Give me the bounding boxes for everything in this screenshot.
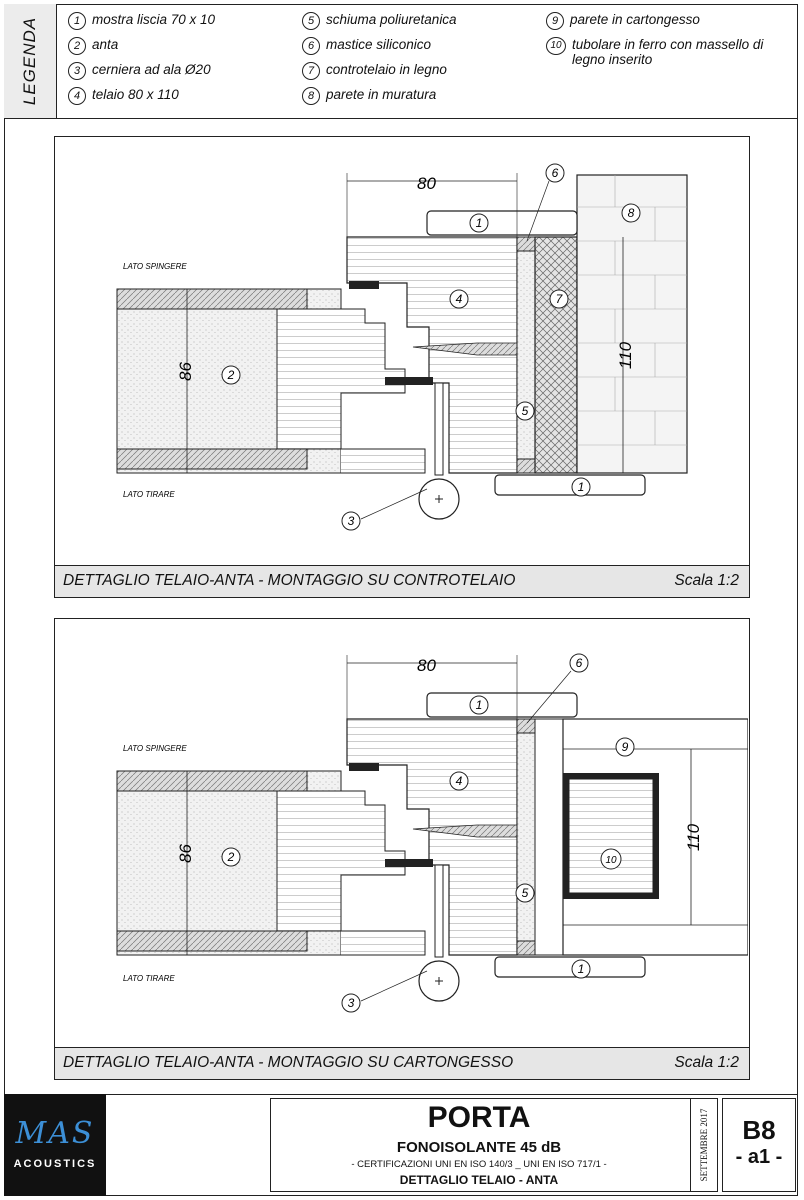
svg-text:3: 3 (347, 514, 355, 528)
svg-text:3: 3 (347, 996, 355, 1010)
dim-width-2: 80 (417, 656, 436, 675)
doc-date-box (690, 1099, 717, 1191)
svg-text:1: 1 (577, 480, 585, 494)
legend-item-9: 9 parete in cartongesso (546, 12, 700, 30)
svg-text:4: 4 (455, 774, 463, 788)
legend-item-6: 6 mastice siliconico (302, 37, 431, 55)
drawing-panel-2 (54, 618, 750, 1048)
svg-text:2: 2 (227, 368, 235, 382)
footer-divider (4, 1094, 798, 1095)
legend-item-8: 8 parete in muratura (302, 87, 436, 105)
legend-item-3: 3 cerniera ad ala Ø20 (68, 62, 211, 80)
sheet-number: - a1 - (735, 1146, 783, 1168)
legend-item-10: 10 tubolare in ferro con massello di legno inserito (546, 37, 776, 67)
logo-mark: MAS (15, 1116, 95, 1151)
scale-1: Scala 1:2 (674, 572, 739, 589)
legend-item-4: 4 telaio 80 x 110 (68, 87, 179, 105)
section-drawing-2 (55, 619, 748, 1046)
dim-door-1: 86 (176, 362, 195, 381)
svg-text:4: 4 (455, 292, 463, 306)
svg-text:6: 6 (575, 656, 583, 670)
caption-2: DETTAGLIO TELAIO-ANTA - MONTAGGIO SU CARTONGESSO (63, 1054, 514, 1071)
svg-text:10: 10 (605, 855, 617, 866)
legend-item-2: 2 anta (68, 37, 118, 55)
svg-text:9: 9 (621, 740, 629, 754)
caption-1: DETTAGLIO TELAIO-ANTA - MONTAGGIO SU CONTROTELAIO (63, 572, 516, 589)
svg-text:8: 8 (627, 206, 635, 220)
mas-acoustics-logo (4, 1094, 106, 1196)
svg-text:1: 1 (577, 962, 585, 976)
legend-item-1: 1 mostra liscia 70 x 10 (68, 12, 215, 30)
svg-text:5: 5 (521, 886, 529, 900)
counter-frame (535, 237, 577, 473)
legend-item-7: 7 controtelaio in legno (302, 62, 447, 80)
casing-bottom-2 (495, 957, 645, 977)
dim-frame-2: 110 (684, 823, 703, 851)
dim-frame-1: 110 (616, 341, 635, 369)
legend-title: LEGENDA (20, 16, 39, 106)
side-push-1: LATO SPINGERE (123, 262, 187, 271)
svg-text:6: 6 (551, 166, 559, 180)
casing-top-2 (427, 693, 577, 717)
title-block (270, 1098, 718, 1192)
side-push-2: LATO SPINGERE (123, 744, 187, 753)
doc-title: PORTA (427, 1101, 531, 1134)
doc-subtitle: FONOISOLANTE 45 dB (396, 1139, 562, 1156)
side-pull-1: LATO TIRARE (123, 490, 175, 499)
casing-bottom (495, 475, 645, 495)
casing-top (427, 211, 577, 235)
legend-item-5: 5 schiuma poliuretanica (302, 12, 457, 30)
caption-bar-1 (54, 566, 750, 598)
side-pull-2: LATO TIRARE (123, 974, 175, 983)
section-drawing-1 (55, 137, 748, 564)
svg-text:5: 5 (521, 404, 529, 418)
legend-tab (4, 4, 57, 118)
drawing-panel-1 (54, 136, 750, 566)
svg-text:1: 1 (475, 216, 483, 230)
logo-subtitle: ACOUSTICS (13, 1158, 97, 1170)
svg-text:1: 1 (475, 698, 483, 712)
svg-text:7: 7 (555, 292, 563, 306)
sheet-code-box (722, 1098, 796, 1192)
svg-text:2: 2 (227, 850, 235, 864)
doc-detail: DETTAGLIO TELAIO - ANTA (399, 1173, 559, 1187)
dim-door-2: 86 (176, 844, 195, 863)
caption-bar-2 (54, 1048, 750, 1080)
doc-date: SETTEMBRE 2017 (699, 1108, 709, 1182)
scale-2: Scala 1:2 (674, 1054, 739, 1071)
doc-certifications: - CERTIFICAZIONI UNI EN ISO 140/3 _ UNI EN ISO 717/1 - (351, 1159, 607, 1170)
dim-width-1: 80 (417, 174, 436, 193)
sheet-code: B8 (742, 1115, 776, 1145)
